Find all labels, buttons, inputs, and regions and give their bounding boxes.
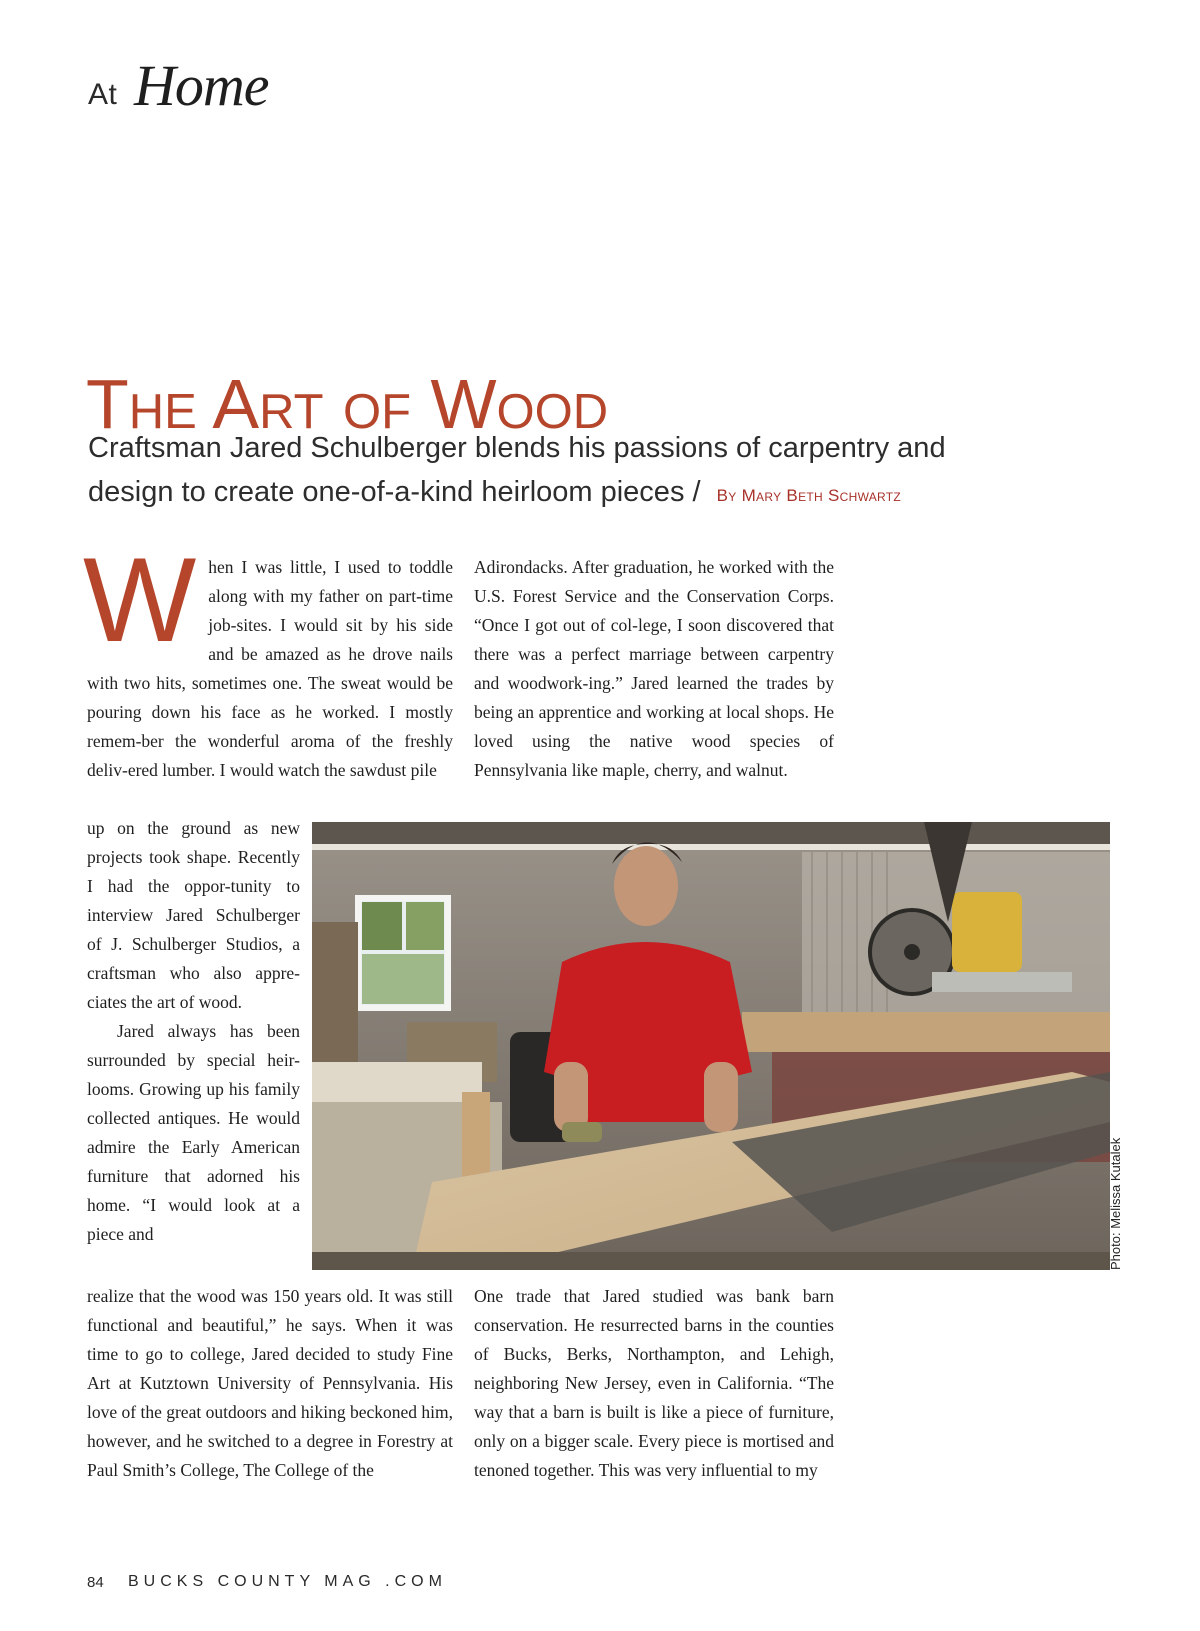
paragraph-college: realize that the wood was 150 years old. It was still functional and beautiful,” he says. When it was time to go to college, Jared decided to study Fine Art at Kutztown University of Pennsylvania. His love of the great outdoors and hiking beckoned him, however, and he switched to a degree in Forestry at Paul Smith’s College, The College of the xyxy=(87,1286,453,1480)
article-subhead xyxy=(88,426,988,518)
footer-website: BUCKS COUNTY MAG .COM xyxy=(128,1573,447,1590)
paragraph-barns: One trade that Jared studied was bank barn conservation. He resurrected barns in the counties of Bucks, Berks, Northampton, and Lehigh, neighboring New Jersey, even in California. “The way that a barn is built is like a piece of furniture, only on a bigger scale. Every piece is mortised and tenoned together. This was very influential to my xyxy=(474,1286,834,1480)
section-label-at: At xyxy=(88,78,118,111)
workshop-photo xyxy=(312,822,1110,1270)
byline: By Mary Beth Schwartz xyxy=(716,486,902,505)
article-headline: The Art of Wood xyxy=(86,364,609,443)
article-column-right-bottom xyxy=(474,1282,834,1485)
article-column-left-top xyxy=(83,533,453,785)
subhead-text: Craftsman Jared Schulberger blends his passions of carpentry and design to create one-of-a-kind heirloom pieces / xyxy=(88,432,946,508)
intro-text: hen I was little, I used to toddle along with my father on part-time job-sites. I would sit by his side and be amazed as he drove nails with two hits, sometimes one. The sweat would be pouring down his face as he worked. I mostly remem-ber the wonderful aroma of the freshly deliv-ered lumber. I would watch the sawdust pile xyxy=(87,557,453,780)
article-column-left-mid xyxy=(87,814,300,1249)
article-column-left-bottom xyxy=(87,1282,453,1485)
paragraph-recently: up on the ground as new projects took shape. Recently I had the oppor-tunity to interview Jared Schulberger of J. Schulberger Studios, a craftsman who also appre-ciates the art of wood. xyxy=(87,818,300,1012)
paragraph-adirondacks: Adirondacks. After graduation, he worked with the U.S. Forest Service and the Conservation Corps. “Once I got out of col-lege, I soon discovered that there was a perfect marriage between carpentry and woodwork-ing.” Jared learned the trades by being an apprentice and working at local shops. He loved using the native wood species of Pennsylvania like maple, cherry, and walnut. xyxy=(474,557,834,780)
workshop-photo-illustration xyxy=(312,822,1110,1270)
section-label-home: Home xyxy=(134,53,269,118)
article-column-right-top xyxy=(474,553,834,785)
page-number: 84 xyxy=(87,1574,104,1591)
paragraph-intro xyxy=(83,533,453,785)
paragraph-heirlooms: Jared always has been surrounded by special heir-looms. Growing up his family collected antiques. He would admire the Early American furniture that adorned his home. “I would look at a piece and xyxy=(87,1021,300,1244)
drop-cap: W xyxy=(83,533,197,667)
photo-credit: Photo: Melissa Kutalek xyxy=(1108,1137,1123,1270)
